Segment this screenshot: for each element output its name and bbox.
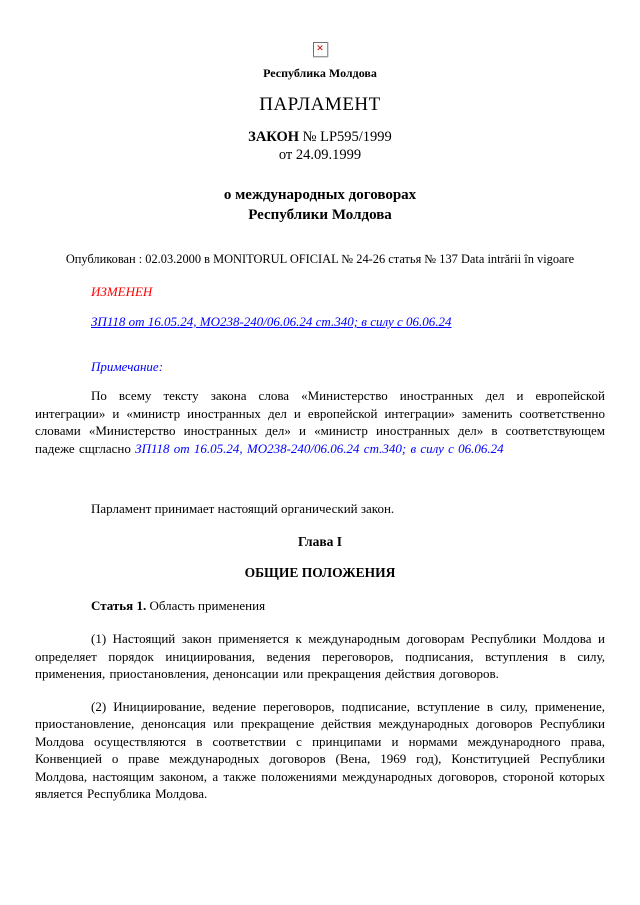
note-text: По всему тексту закона слова «Министерство иностранных дел и европейской интеграции» и «министр иностранных дел и европейской интеграции» заменить соответственно словами «Министерство иностранных дел» и «министр иностранных дел» в соответствующем падеже сщгласно (35, 388, 605, 456)
law-number-line (35, 128, 605, 146)
note-paragraph (35, 387, 605, 457)
article-1-heading (35, 597, 605, 615)
article-1-paragraph-2: (2) Инициирование, ведение переговоров, подписание, вступление в силу, применение, приостановление, денонсация или прекращение действия международных договоров Республики Молдова осуществляются в соответствии с принципами и нормами международного права, Конвенцией о праве международных договоров (Вена, 1969 год), Конституцией Республики Молдова, настоящим законом, а также положениями международных договоров, стороной которых является Республика Молдова. (35, 698, 605, 801)
law-label: ЗАКОН (248, 129, 300, 145)
note-label: Примечание: (91, 359, 164, 374)
chapter-title: ОБЩИЕ ПОЛОЖЕНИЯ (244, 564, 396, 580)
document-title-line1: о международных договорах (223, 187, 417, 203)
article-1-label: Статья 1. (91, 597, 147, 613)
amendment-link-row (91, 314, 605, 330)
republic-name: Республика Молдова (263, 66, 377, 80)
broken-image-icon (313, 42, 328, 57)
parliament-heading: ПАРЛАМЕНТ (259, 94, 381, 115)
article-1-paragraph-1: (1) Настоящий закон применяется к международным договорам Республики Молдова и определяет порядок инициирования, ведения переговоров, подписания, вступления в силу, применения, приостановления, денонсации или прекращения действия договоров. (35, 631, 605, 681)
publication-line: Опубликован : 02.03.2000 в MONITORUL OFICIAL № 24-26 статья № 137 Data intrării în vigoare (65, 252, 575, 266)
enactment-paragraph: Парламент принимает настоящий органический закон. (91, 501, 395, 516)
law-number: № LP595/1999 (299, 129, 392, 145)
chapter-number: Глава I (297, 533, 343, 549)
document-title (35, 185, 605, 225)
broken-image-row (35, 42, 605, 57)
amendment-link[interactable]: ЗП118 от 16.05.24, МО238-240/06.06.24 ст.340; в силу с 06.06.24 (91, 314, 452, 329)
red-x-icon: ✕ (316, 44, 324, 54)
amendment-status: ИЗМЕНЕН (91, 284, 153, 299)
article-1-title: Область применения (146, 597, 266, 613)
document-title-line2: Республики Молдова (248, 207, 392, 223)
note-amendment-link[interactable]: ЗП118 от 16.05.24, МО238-240/06.06.24 ст.340; в силу с 06.06.24 (135, 440, 504, 456)
law-date: от 24.09.1999 (278, 147, 362, 163)
